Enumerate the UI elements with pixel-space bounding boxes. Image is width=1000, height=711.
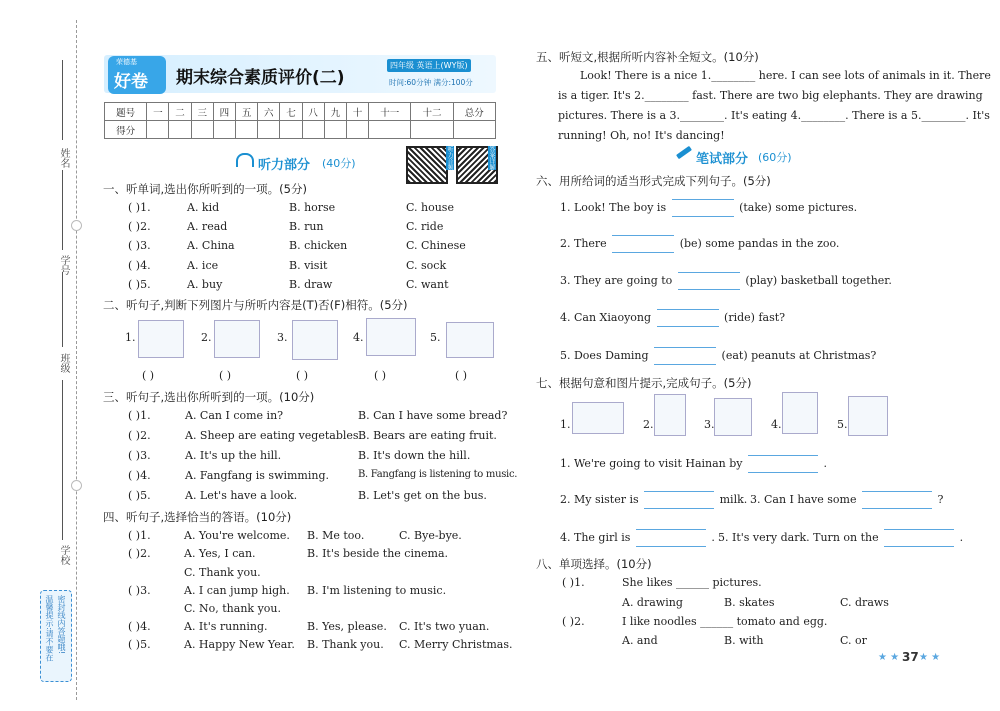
score-input-cell[interactable] [213,121,235,139]
option-b: B. I'm listening to music. [307,584,447,597]
table-cell: 十 [346,103,368,121]
option-b: B. Yes, please. [307,620,387,633]
page-number: 37 [902,650,919,664]
answer-bracket[interactable]: ( )5. [128,638,151,651]
answer-bracket[interactable]: ( )2. [128,220,151,233]
question-text: 4. The girl is [560,531,631,544]
table-cell: 二 [169,103,191,121]
table-cell: 四 [213,103,235,121]
fill-question [560,235,839,253]
question-text: 2. There [560,237,607,250]
brand-name: 好卷 [114,72,148,92]
table-cell: 三 [191,103,213,121]
answer-bracket[interactable]: ( )1. [128,201,151,214]
option-a: A. Fangfang is swimming. [185,469,329,482]
option-a: A. I can jump high. [184,584,290,597]
high-jump-picture [366,318,416,356]
table-cell: 八 [302,103,324,121]
answer-blank[interactable] [862,491,932,509]
girl-drinking-picture [654,394,686,436]
answer-blank[interactable] [748,455,818,473]
option-c: C. It's two yuan. [399,620,490,633]
section-6-heading: 六、用所给词的适当形式完成下列句子。(5分) [536,174,771,188]
answer-blank[interactable] [884,529,954,547]
answer-bracket[interactable]: ( )3. [128,449,151,462]
answer-blank[interactable] [644,491,714,509]
option-c: C. Merry Christmas. [399,638,513,651]
answer-bracket[interactable]: ( )1. [128,409,151,422]
option-a: A. read [187,220,228,233]
section-3-heading: 三、听句子,选出你所听到的一项。(10分) [103,390,315,404]
question-text: . [711,531,715,544]
traffic-light-picture [138,320,184,358]
answer-bracket[interactable]: ( )4. [128,469,151,482]
fill-question [718,529,963,547]
name-field[interactable] [62,60,63,140]
table-cell: 得分 [105,121,147,139]
id-field[interactable] [62,170,63,250]
writing-title: 笔试部分 [696,152,749,167]
question-text: 1. We're going to visit Hainan by [560,457,743,470]
option-b: B. Thank you. [307,638,384,651]
picture-number: 3. [704,418,715,431]
answer-bracket[interactable]: ( )1. [562,576,585,589]
class-label: 班级 [58,353,69,373]
option-b: B. Me too. [307,529,365,542]
answer-bracket[interactable]: ( ) [296,369,309,382]
table-cell: 十一 [369,103,411,121]
answer-blank[interactable] [657,309,719,327]
score-input-cell[interactable] [369,121,411,139]
table-cell: 总分 [453,103,495,121]
option-c: C. want [406,278,449,291]
passage-line: Look! There is a nice 1.________ here. I can see lots of animals in it. There [580,69,991,82]
answer-blank[interactable] [654,347,716,365]
warning-text-2: 密封线内答题哦! [57,595,66,655]
fill-question [560,199,857,217]
question-text: 3. They are going to [560,274,673,287]
pencil-icon [676,146,692,159]
table-cell: 十二 [411,103,453,121]
score-input-cell[interactable] [411,121,453,139]
score-input-cell[interactable] [258,121,280,139]
question-text: ? [937,493,944,506]
answer-bracket[interactable]: ( )3. [128,239,151,252]
section-4-heading: 四、听句子,选择恰当的答语。(10分) [103,510,292,524]
option-c: C. draws [840,596,889,609]
table-cell: 九 [324,103,346,121]
answer-bracket[interactable]: ( )1. [128,529,151,542]
school-label: 学校 [58,545,69,565]
time-info: 时间:60分钟 满分:100分 [389,78,473,87]
binding-line [76,20,77,700]
table-cell: 五 [236,103,258,121]
option-a: A. Can I come in? [185,409,284,422]
picture-number: 5. [430,331,441,344]
table-cell: 题号 [105,103,147,121]
section-2-heading: 二、听句子,判断下列图片与所听内容是(T)否(F)相符。(5分) [103,298,408,312]
option-c: C. or [840,634,867,647]
score-table-score-row [105,121,496,139]
picture-number: 1. [560,418,571,431]
name-label: 姓名 [58,148,69,168]
question-text: milk. [719,493,748,506]
score-table-header-row [105,103,496,121]
question-text: (eat) peanuts at Christmas? [721,349,877,362]
answer-blank[interactable] [678,272,740,290]
toaster-picture [714,398,752,436]
answer-bracket[interactable]: ( ) [455,369,468,382]
option-b: B. Fangfang is listening to music. [358,469,518,480]
option-a: A. China [187,239,235,252]
score-input-cell[interactable] [280,121,302,139]
question-text: (be) some pandas in the zoo. [679,237,840,250]
children-picture [214,320,260,358]
answer-blank[interactable] [636,529,706,547]
question-text: 5. Does Daming [560,349,649,362]
swimming-picture [446,322,494,358]
option-c: C. ride [406,220,444,233]
dark-room-picture [848,396,888,436]
answer-blank[interactable] [612,235,674,253]
page-title: 期末综合素质评价(二) [176,68,345,88]
score-input-cell[interactable] [236,121,258,139]
passage-line: is a tiger. It's 2.________ fast. There are two big elephants. They are drawing [558,89,983,102]
listening-score: (40分) [322,157,356,170]
section-7-heading: 七、根据句意和图片提示,完成句子。(5分) [536,376,752,390]
fill-question [560,347,876,365]
question-text: 1. Look! The boy is [560,201,667,214]
option-a: A. and [622,634,658,647]
star-icon: ★ ★ [878,652,900,663]
score-input-cell[interactable] [324,121,346,139]
answer-bracket[interactable]: ( ) [374,369,387,382]
option-b: B. chicken [289,239,348,252]
option-a: A. You're welcome. [184,529,290,542]
writing-score: (60分) [758,151,792,164]
option-b: B. with [724,634,764,647]
boy-fishing-picture [292,320,338,360]
option-a: A. Yes, I can. [184,547,256,560]
question-text: (play) basketball together. [745,274,892,287]
school-field[interactable] [62,380,63,540]
option-a: A. It's running. [184,620,268,633]
question-text: (ride) fast? [724,311,786,324]
picture-number: 1. [125,331,136,344]
table-cell: 一 [147,103,169,121]
passage-line: pictures. There is a 3.________. It's eating 4.________. There is a 5.________. It's [558,109,990,122]
score-input-cell[interactable] [147,121,169,139]
question-text: . [959,531,964,544]
ballet-dancer-picture [782,392,818,434]
answer-bracket[interactable]: ( )5. [128,489,151,502]
question-text: 5. It's very dark. Turn on the [718,531,879,544]
score-table [104,102,496,139]
option-a: A. It's up the hill. [185,449,282,462]
section-5-heading: 五、听短文,根据所听内容补全短文。(10分) [536,50,759,64]
listening-title: 听力部分 [258,158,311,173]
fill-question [560,529,715,547]
option-b: B. visit [289,259,328,272]
option-b: B. run [289,220,324,233]
option-c: C. Bye-bye. [399,529,462,542]
picture-number: 3. [277,331,288,344]
option-c: C. sock [406,259,447,272]
question-stem: She likes ______ pictures. [622,576,762,589]
id-label: 学号 [58,255,69,275]
question-text: (take) some pictures. [739,201,858,214]
score-input-cell[interactable] [346,121,368,139]
option-c: C. house [406,201,454,214]
option-a: A. kid [187,201,220,214]
question-stem: I like noodles ______ tomato and egg. [622,615,828,628]
binding-hole [71,480,82,491]
option-a: A. Happy New Year. [184,638,295,651]
option-b: B. draw [289,278,333,291]
picture-number: 4. [353,331,364,344]
class-field[interactable] [62,272,63,347]
picture-number: 2. [643,418,654,431]
section-8-heading: 八、单项选择。(10分) [536,557,652,571]
option-a: A. Sheep are eating vegetables. [185,429,363,442]
answer-bracket[interactable]: ( ) [142,369,155,382]
fill-question [750,491,943,509]
option-a: A. buy [187,278,223,291]
fill-question [560,455,827,473]
option-a: A. ice [187,259,219,272]
score-input-cell[interactable] [191,121,213,139]
option-b: B. Let's get on the bus. [358,489,487,502]
binding-hole [71,220,82,231]
picture-number: 2. [201,331,212,344]
option-c: C. Chinese [406,239,466,252]
answer-bracket[interactable]: ( )3. [128,584,151,597]
answer-bracket[interactable]: ( )4. [128,620,151,633]
answer-bracket[interactable]: ( ) [219,369,232,382]
answer-bracket[interactable]: ( )2. [128,547,151,560]
option-b: B. It's down the hill. [358,449,471,462]
qr-label-audio: 听力音频 [446,146,453,170]
score-input-cell[interactable] [169,121,191,139]
answer-bracket[interactable]: ( )5. [128,278,151,291]
option-b: B. Can I have some bread? [358,409,508,422]
option-b: B. It's beside the cinema. [307,547,449,560]
option-b: B. skates [724,596,775,609]
fill-question [560,309,785,327]
grade-badge: 四年级 英语上(WY版) [387,59,471,72]
option-b: B. Bears are eating fruit. [358,429,497,442]
brand-small: 荣德基 [116,58,137,66]
answer-blank[interactable] [672,199,734,217]
option-c: C. Thank you. [184,566,261,579]
table-cell: 六 [258,103,280,121]
answer-bracket[interactable]: ( )2. [562,615,585,628]
option-b: B. horse [289,201,336,214]
table-cell: 七 [280,103,302,121]
headphones-icon [236,153,254,167]
question-text: 2. My sister is [560,493,639,506]
answer-bracket[interactable]: ( )2. [128,429,151,442]
qr-code-audio[interactable] [406,146,448,184]
question-text: . [823,457,828,470]
airplane-picture [572,402,624,434]
warning-text-1: 温馨提示:请不要在 [45,595,54,662]
question-text: 3. Can I have some [750,493,857,506]
option-c: C. No, thank you. [184,602,281,615]
section-1-heading: 一、听单词,选出你所听到的一项。(5分) [103,182,307,196]
picture-number: 4. [771,418,782,431]
qr-label-answer: 答案详解 [488,146,495,170]
score-input-cell[interactable] [453,121,495,139]
option-a: A. Let's have a look. [185,489,298,502]
picture-number: 5. [837,418,848,431]
fill-question [560,272,892,290]
fill-question [560,491,747,509]
passage-line: running! Oh, no! It's dancing! [558,129,725,142]
star-icon: ★ ★ [919,652,941,663]
score-input-cell[interactable] [302,121,324,139]
option-a: A. drawing [622,596,683,609]
question-text: 4. Can Xiaoyong [560,311,652,324]
answer-bracket[interactable]: ( )4. [128,259,151,272]
